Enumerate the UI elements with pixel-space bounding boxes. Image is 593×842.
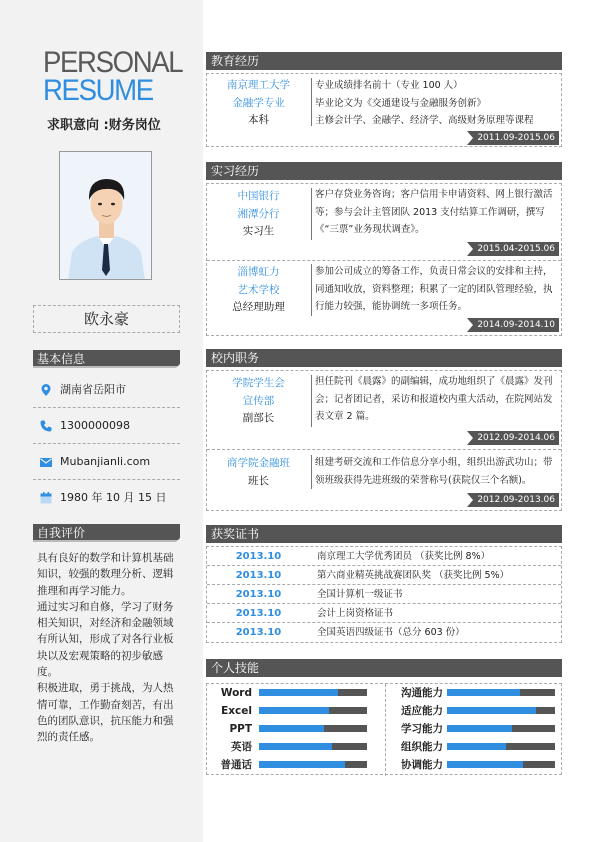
self-eval-paragraph: 积极进取，勇于挑战，为人热情可靠，工作勤奋刻苦，有出色的团队意识，抗压能力和强烈的责任感。 [37,682,174,744]
divider [311,78,312,126]
internship-description: 参加公司成立的筹备工作，负责日常会议的安排和主持，同通知收放，资料整理；积累了一定的团队管理经验，执行能力较强，能协调统一多项任务。 [315,266,553,312]
award-row [207,547,561,566]
birthday-row [33,480,180,516]
award-text: 第六商业精英挑战赛团队奖 （获奖比例 5%） [317,570,510,581]
skill-name: Excel [221,705,252,717]
internship-block [206,183,562,336]
skill-name: Word [220,687,252,699]
email-text[interactable]: Mubanjianli.com [60,455,151,468]
campus-description: 担任院刊《晨露》的副编辑，成功地组织了《晨露》发刊会；记者团记者，采访和报道校内重大活动，在院网站发表文章 2 篇。 [315,376,553,422]
skill-level-fill [447,707,536,714]
award-text: 全国计算机一级证书 [317,589,403,600]
skill-row [390,720,560,738]
skill-level-fill [447,761,523,768]
award-date: 2013.10 [235,551,282,562]
location-row [33,372,180,408]
skill-row [207,702,377,720]
skill-level-bar [259,689,367,696]
skill-level-fill [259,761,345,768]
dept-name: 湘潭分行 [237,207,280,220]
skill-level-bar [447,725,555,732]
calendar-icon [39,480,53,516]
skill-level-bar [259,725,367,732]
award-row [207,566,561,585]
birthday-text: 1980 年 10 月 15 日 [60,491,167,504]
education-line: 毕业论文为《交通建设与金融服务创新》 [315,97,487,109]
skill-level-bar [447,707,555,714]
skills-divider [385,684,386,776]
skill-name: 沟通能力 [401,687,443,699]
skill-row [390,702,560,720]
self-eval-text [37,550,179,746]
separator [207,260,561,261]
major-name: 金融学专业 [232,96,285,109]
award-row [207,623,561,642]
skill-level-fill [447,689,520,696]
skill-level-bar [447,743,555,750]
sidebar [0,0,203,842]
skill-name: 组织能力 [401,741,443,753]
skill-level-bar [447,761,555,768]
awards-heading: 获奖证书 [206,525,562,543]
separator [207,449,561,450]
internship-date: 2015.04-2015.06 [467,242,559,256]
skill-row [390,684,560,702]
award-date: 2013.10 [235,570,282,581]
skill-level-bar [447,689,555,696]
skill-level-fill [259,707,329,714]
divider [311,375,312,427]
portrait-image [60,152,152,280]
internship-date: 2014.09-2014.10 [467,318,559,332]
skill-name: 协调能力 [401,759,443,771]
campus-heading: 校内职务 [206,349,562,367]
campus-date: 2012.09-2013.06 [467,493,559,507]
email-row [33,444,180,480]
education-line: 专业成绩排名前十（专业 100 人） [315,80,463,91]
award-date: 2013.10 [235,589,282,600]
skill-name: 英语 [231,741,252,753]
internship-description: 客户存贷业务咨询；客户信用卡申请资料、网上银行激活等；参与会计主管团队 2013 支付结算工作调研，撰写《“三票”业务现状调查》。 [315,189,553,235]
education-line: 主修会计学、金融学、经济学、高级财务原理等课程 [315,115,534,126]
logo-resume: RESUME [43,74,153,107]
award-text: 南京理工大学优秀团员 （获奖比例 8%） [317,551,491,562]
campus-org-info [207,455,310,490]
role-name: 副部长 [242,412,275,424]
skill-row [207,720,377,738]
org-name: 学院学生会 [232,377,285,389]
self-eval-paragraph: 通过实习和自修，学习了财务相关知识，对经济和金融领域有所认知，形成了对各行业板块以及宏观策略的初步敏感度。 [37,600,174,679]
basic-info-heading: 基本信息 [33,350,180,368]
dept-name: 艺术学校 [237,283,280,296]
skill-row [207,738,377,756]
skill-level-bar [259,707,367,714]
skill-level-bar [259,761,367,768]
location-pin-icon [39,372,53,408]
internship-heading: 实习经历 [206,162,562,180]
award-date: 2013.10 [235,608,282,619]
education-heading: 教育经历 [206,52,562,70]
skill-row [390,738,560,756]
degree-name: 本科 [248,114,269,126]
skill-level-bar [259,743,367,750]
education-block [206,73,562,147]
campus-org-info [207,375,310,428]
org-name: 商学院金融班 [227,457,290,469]
skill-name: 普通话 [220,759,252,771]
skill-row [207,684,377,702]
education-school-info [207,77,310,130]
location-text: 湖南省岳阳市 [60,383,126,396]
mail-icon [39,444,53,480]
skill-name: 适应能力 [401,705,443,717]
divider [311,264,312,316]
role-name: 实习生 [242,225,275,237]
skill-level-fill [259,743,332,750]
campus-date: 2012.09-2014.06 [467,431,559,445]
profile-photo [59,151,152,280]
divider [311,188,312,240]
job-intent: 求职意向 :财务岗位 [47,118,161,133]
award-text: 会计上岗资格证书 [317,608,394,619]
phone-text: 1300000098 [60,419,130,432]
skill-row [390,756,560,774]
award-text: 全国英语四级证书（总分 603 份） [317,627,465,638]
divider [311,455,312,489]
skill-name: PPT [229,723,252,735]
skill-level-fill [259,725,324,732]
self-eval-paragraph: 具有良好的数学和计算机基础知识，较强的数理分析、逻辑推理和再学习能力。 [37,552,174,597]
education-date: 2011.09-2015.06 [467,131,559,145]
org-name: 中国银行 [237,190,280,202]
school-name: 南京理工大学 [227,79,290,91]
person-name: 欧永豪 [33,305,180,333]
skills-block [206,683,562,775]
self-eval-heading: 自我评价 [33,524,180,542]
role-name: 总经理助理 [232,301,285,313]
phone-row [33,408,180,444]
award-row [207,604,561,623]
awards-block [206,546,562,643]
org-name: 淄博虹力 [237,266,280,278]
internship-org-info [207,264,310,317]
campus-description: 组建考研交流和工作信息分享小组，组织出游武功山；带领班级获得先进班级的荣誉称号(获院仅三个名额)。 [315,457,553,486]
logo-personal: PERSONAL [43,46,183,79]
dept-name: 宣传部 [242,394,275,407]
skill-level-fill [259,689,338,696]
skill-name: 学习能力 [401,723,443,735]
skill-level-fill [447,743,506,750]
award-row [207,585,561,604]
campus-block [206,370,562,511]
phone-icon [39,408,53,444]
education-details [315,77,559,130]
internship-org-info [207,188,310,241]
award-date: 2013.10 [235,627,282,638]
skill-row [207,756,377,774]
role-name: 班长 [248,474,269,487]
skills-heading: 个人技能 [206,659,562,677]
skill-level-fill [447,725,512,732]
